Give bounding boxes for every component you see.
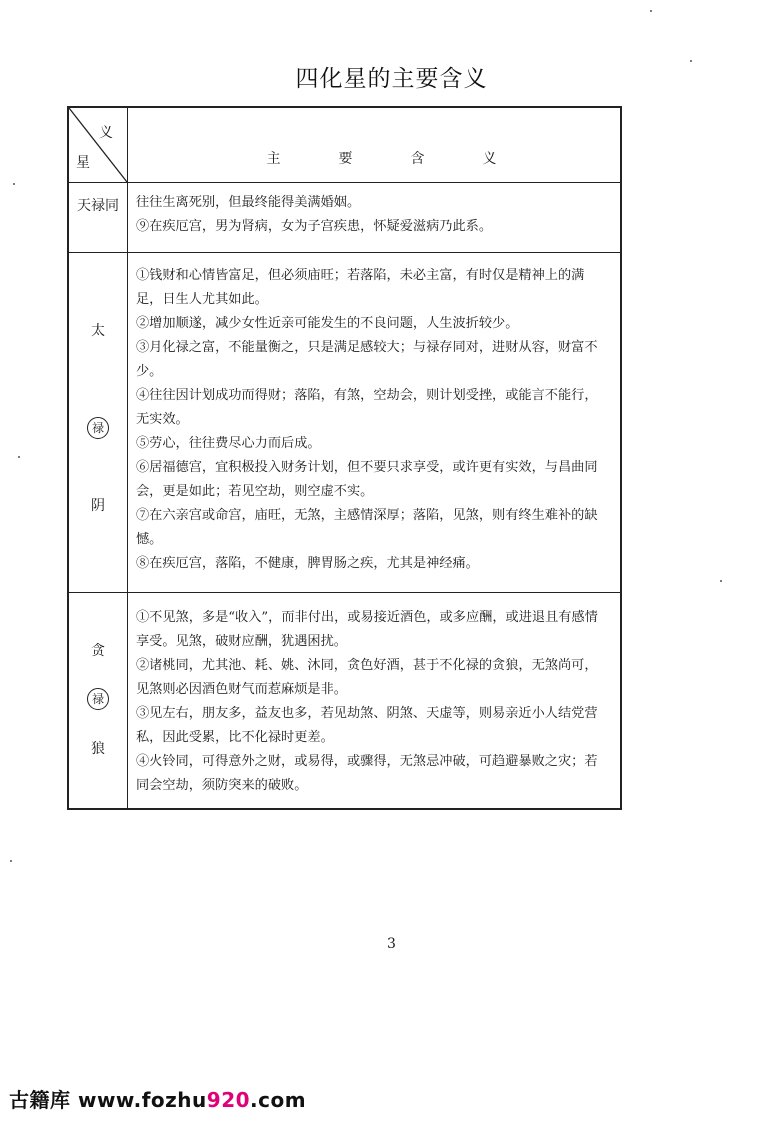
- row-content-taiyin: [136, 264, 608, 576]
- header-meaning-label: 义: [99, 125, 113, 141]
- star-char-lang: 狼: [91, 741, 105, 757]
- meaning-line: ①钱财和心情皆富足，但必须庙旺；若落陷，未必主富，有时仅是精神上的满足，日生人尤其如此。: [136, 268, 585, 307]
- meaning-line: ④往往因计划成功而得财；落陷，有煞，空劫会，则计划受挫，或能言不能行，无实效。: [136, 388, 598, 427]
- meaning-line: ①不见煞，多是“收入”，而非付出，或易接近酒色，或多应酬，或进退且有感情享受。见煞，破财应酬，犹遇困扰。: [136, 610, 598, 649]
- header-main-title: [127, 148, 620, 168]
- page-number: 3: [387, 936, 396, 952]
- footer-site-name: 古籍库: [9, 1088, 71, 1112]
- page-title: 四化星的主要含义: [295, 66, 488, 92]
- scan-speck: [10, 860, 12, 862]
- scan-speck: [690, 60, 692, 62]
- meaning-line: ⑧在疾厄宫，落陷，不健康，脾胃肠之疾，尤其是神经痛。: [136, 556, 479, 571]
- meaning-table: [67, 106, 622, 810]
- star-char-tan: 贪: [91, 643, 105, 659]
- lu-circle-icon: 禄: [87, 417, 109, 439]
- footer-url: www.fozhu920.com: [77, 1088, 307, 1112]
- row-divider: [69, 592, 620, 593]
- lu-circle-icon: 禄: [87, 688, 109, 710]
- meaning-line: ⑥居福德宫，宜积极投入财务计划，但不要只求享受，或许更有实效，与昌曲同会，更是如此；若见空劫，则空虚不实。: [136, 460, 598, 499]
- row-content-tianlutong: [136, 191, 608, 239]
- meaning-line: ②增加顺遂，减少女性近亲可能发生的不良问题，人生波折较少。: [136, 316, 519, 331]
- row-divider: [69, 252, 620, 253]
- scan-speck: [720, 580, 722, 582]
- star-char-yin: 阴: [91, 498, 105, 514]
- scan-speck: [650, 10, 652, 12]
- footer-watermark: [9, 1084, 306, 1113]
- column-divider: [127, 108, 128, 808]
- meaning-line: 往往生离死别，但最终能得美满婚姻。: [136, 195, 361, 210]
- header-char: 含: [410, 151, 425, 167]
- meaning-line: ④火铃同，可得意外之财，或易得，或骤得，无煞忌冲破，可趋避暴败之灾；若同会空劫，须防突来的破败。: [136, 754, 598, 793]
- meaning-line: ⑤劳心，往往费尽心力而后成。: [136, 436, 321, 451]
- header-star-label: 星: [76, 155, 90, 171]
- header-char: 义: [482, 151, 497, 167]
- star-char-tai: 太: [91, 323, 105, 339]
- row-content-tanlang: [136, 606, 608, 798]
- meaning-line: ⑨在疾厄宫，男为肾病，女为子宫疾患，怀疑爱滋病乃此系。: [136, 219, 493, 234]
- scan-speck: [18, 456, 20, 458]
- meaning-line: ⑦在六亲宫或命宫，庙旺，无煞，主感情深厚；落陷，见煞，则有终生难补的缺憾。: [136, 508, 598, 547]
- header-char: 主: [266, 151, 281, 167]
- meaning-line: ③月化禄之富，不能量衡之，只是满足感较大；与禄存同对，进财从容，财富不少。: [136, 340, 598, 379]
- star-name-tianlutong: 天禄同: [77, 198, 119, 214]
- meaning-line: ②诸桃同，尤其池、耗、姚、沐同，贪色好酒，甚于不化禄的贪狼，无煞尚可，见煞则必因酒色财气而惹麻烦是非。: [136, 658, 598, 697]
- header-char: 要: [338, 151, 353, 167]
- scan-speck: [13, 183, 15, 185]
- row-divider: [69, 182, 620, 183]
- meaning-line: ③见左右，朋友多，益友也多，若见劫煞、阴煞、天虚等，则易亲近小人结党营私，因此受累，比不化禄时更差。: [136, 706, 598, 745]
